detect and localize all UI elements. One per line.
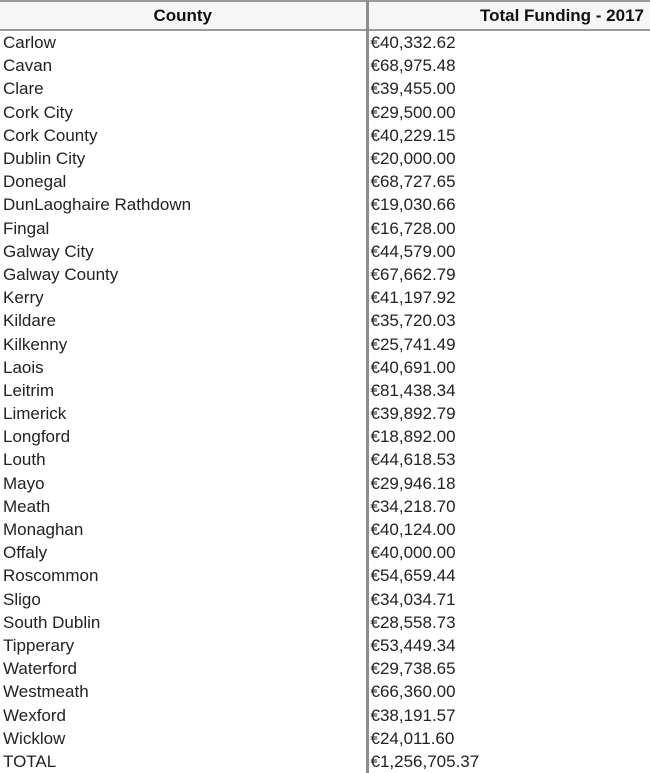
table-row <box>0 124 650 147</box>
table-row <box>0 193 650 216</box>
table-row <box>0 727 650 750</box>
table-row <box>0 472 650 495</box>
funding-cell: €25,741.49 <box>367 332 650 355</box>
funding-cell: €18,892.00 <box>367 425 650 448</box>
funding-cell: €29,738.65 <box>367 657 650 680</box>
funding-cell: €19,030.66 <box>367 193 650 216</box>
table-row <box>0 309 650 332</box>
funding-cell: €35,720.03 <box>367 309 650 332</box>
funding-cell: €53,449.34 <box>367 634 650 657</box>
table-row <box>0 703 650 726</box>
table-body <box>0 30 650 773</box>
county-cell: Laois <box>3 357 44 377</box>
funding-cell: €40,124.00 <box>367 518 650 541</box>
table-row <box>0 657 650 680</box>
county-cell: Tipperary <box>3 635 75 655</box>
county-cell: Monaghan <box>3 520 84 540</box>
county-cell: Sligo <box>3 589 41 609</box>
table-row <box>0 170 650 193</box>
table-row <box>0 263 650 286</box>
county-cell: TOTAL <box>3 751 57 771</box>
county-column-header: County <box>0 1 367 30</box>
table-row <box>0 634 650 657</box>
table-row <box>0 332 650 355</box>
funding-cell: €34,218.70 <box>367 495 650 518</box>
table-row <box>0 240 650 263</box>
table-row <box>0 495 650 518</box>
funding-cell: €29,946.18 <box>367 472 650 495</box>
funding-cell: €68,975.48 <box>367 54 650 77</box>
county-cell: Westmeath <box>3 682 89 702</box>
funding-cell: €81,438.34 <box>367 379 650 402</box>
county-cell: Mayo <box>3 473 45 493</box>
county-cell: Donegal <box>3 172 67 192</box>
county-cell: Dublin City <box>3 149 86 169</box>
county-cell: Kerry <box>3 288 44 308</box>
funding-cell: €44,579.00 <box>367 240 650 263</box>
county-cell: Louth <box>3 450 46 470</box>
table-row <box>0 101 650 124</box>
table-row <box>0 77 650 100</box>
funding-cell: €41,197.92 <box>367 286 650 309</box>
county-cell: Clare <box>3 79 44 99</box>
funding-cell: €38,191.57 <box>367 703 650 726</box>
funding-cell: €40,000.00 <box>367 541 650 564</box>
county-cell: Waterford <box>3 659 78 679</box>
table-row <box>0 448 650 471</box>
funding-cell: €44,618.53 <box>367 448 650 471</box>
county-cell: Offaly <box>3 543 48 563</box>
county-cell: Longford <box>3 427 71 447</box>
funding-cell: €29,500.00 <box>367 101 650 124</box>
county-cell: Meath <box>3 496 51 516</box>
table-row <box>0 680 650 703</box>
funding-cell: €54,659.44 <box>367 564 650 587</box>
county-cell: Wicklow <box>3 728 66 748</box>
funding-cell: €40,332.62 <box>367 30 650 54</box>
table-row <box>0 588 650 611</box>
county-cell: Kildare <box>3 311 56 331</box>
funding-cell: €66,360.00 <box>367 680 650 703</box>
county-cell: Leitrim <box>3 380 55 400</box>
table-row <box>0 286 650 309</box>
funding-cell: €34,034.71 <box>367 588 650 611</box>
table-header <box>0 1 650 30</box>
county-cell: Cork City <box>3 102 73 122</box>
funding-column-header: Total Funding - 2017 <box>367 1 650 30</box>
county-cell: Fingal <box>3 218 50 238</box>
table-row <box>0 611 650 634</box>
county-cell: South Dublin <box>3 612 101 632</box>
table-row <box>0 402 650 425</box>
county-cell: DunLaoghaire Rathdown <box>3 195 192 215</box>
county-cell: Cavan <box>3 56 53 76</box>
table-row <box>0 379 650 402</box>
county-cell: Galway City <box>3 241 94 261</box>
county-cell: Wexford <box>3 705 66 725</box>
county-cell: Galway County <box>3 264 119 284</box>
table-row <box>0 54 650 77</box>
funding-cell: €28,558.73 <box>367 611 650 634</box>
county-cell: Roscommon <box>3 566 99 586</box>
table-row <box>0 147 650 170</box>
header-row <box>0 1 650 30</box>
funding-cell: €39,892.79 <box>367 402 650 425</box>
county-cell: Cork County <box>3 125 98 145</box>
funding-cell: €24,011.60 <box>367 727 650 750</box>
county-cell: Kilkenny <box>3 334 68 354</box>
table-row <box>0 217 650 240</box>
table-row <box>0 564 650 587</box>
funding-cell: €1,256,705.37 <box>367 750 650 773</box>
funding-cell: €20,000.00 <box>367 147 650 170</box>
table-row <box>0 356 650 379</box>
funding-cell: €16,728.00 <box>367 217 650 240</box>
county-cell: Limerick <box>3 404 67 424</box>
funding-cell: €67,662.79 <box>367 263 650 286</box>
funding-cell: €68,727.65 <box>367 170 650 193</box>
funding-cell: €40,691.00 <box>367 356 650 379</box>
table-row <box>0 518 650 541</box>
county-cell: Carlow <box>3 33 56 53</box>
funding-cell: €39,455.00 <box>367 77 650 100</box>
table-row <box>0 541 650 564</box>
table-row <box>0 425 650 448</box>
table-row <box>0 30 650 54</box>
total-row <box>0 750 650 773</box>
funding-cell: €40,229.15 <box>367 124 650 147</box>
